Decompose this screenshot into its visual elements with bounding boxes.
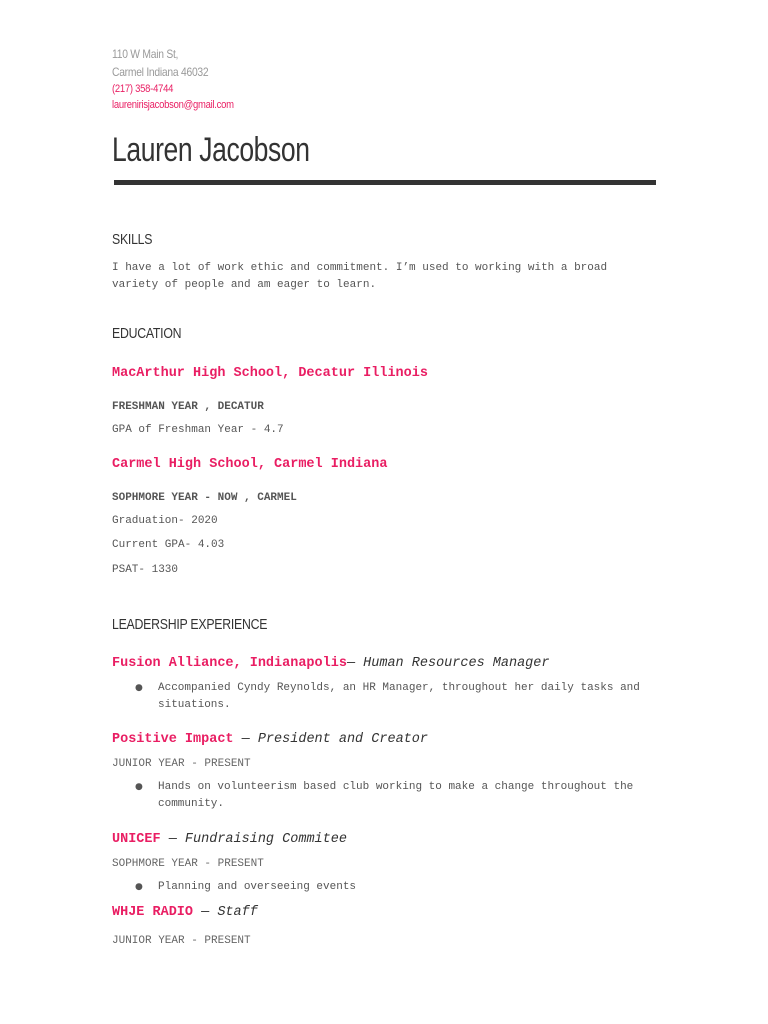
role-title: Fundraising Commitee [184, 832, 347, 847]
school-detail: Current GPA- 4.03 [112, 539, 225, 551]
leadership-period: SOPHMORE YEAR - PRESENT [112, 858, 264, 870]
leadership-item-title [112, 730, 428, 750]
list-item [135, 680, 655, 714]
education-heading: EDUCATION [112, 325, 182, 342]
school-detail: GPA of Freshman Year - 4.7 [112, 424, 284, 436]
resume-name: Lauren Jacobson [112, 131, 310, 169]
leadership-period: JUNIOR YEAR - PRESENT [112, 758, 251, 770]
leadership-item-title [112, 830, 347, 850]
school-detail: PSAT- 1330 [112, 564, 179, 576]
address-line-1: 110 W Main St, [112, 47, 179, 61]
list-item [135, 779, 655, 813]
bullet-text: Planning and overseeing events [158, 881, 357, 893]
list-item [135, 879, 655, 896]
email-link[interactable]: laurenirisjacobson@gmail.com [112, 99, 234, 111]
title-separator: — [346, 656, 364, 671]
role-title: President and Creator [257, 732, 428, 747]
role-title: Human Resources Manager [363, 656, 550, 671]
header-divider [114, 180, 656, 185]
bullet-text: Accompanied Cyndy Reynolds, an HR Manager, throughout her daily tasks and situations. [158, 682, 640, 711]
skills-heading: SKILLS [112, 231, 153, 248]
bullet-text: Hands on volunteerism based club working to make a change throughout the community. [158, 781, 634, 810]
org-name: Fusion Alliance, Indianapolis [112, 656, 347, 671]
title-separator: — [160, 832, 185, 847]
org-name: Positive Impact [112, 732, 234, 747]
phone-number[interactable]: (217) 358-4744 [112, 83, 174, 95]
skills-text: I have a lot of work ethic and commitment. I’m used to working with a broad variety of people and am eager to learn. [112, 262, 608, 291]
title-separator: — [233, 732, 258, 747]
leadership-period: JUNIOR YEAR - PRESENT [112, 935, 251, 947]
school-name: Carmel High School, Carmel Indiana [112, 457, 388, 472]
org-name: WHJE RADIO [112, 905, 194, 920]
school-name: MacArthur High School, Decatur Illinois [112, 366, 428, 381]
bullet-icon: ● [135, 882, 143, 892]
org-name: UNICEF [112, 832, 161, 847]
title-separator: — [193, 905, 218, 920]
role-title: Staff [217, 905, 258, 920]
school-period: FRESHMAN YEAR , DECATUR [112, 401, 264, 413]
bullet-icon: ● [135, 683, 143, 693]
leadership-item-title [112, 654, 550, 674]
leadership-heading: LEADERSHIP EXPERIENCE [112, 616, 268, 633]
address-line-2: Carmel Indiana 46032 [112, 65, 209, 79]
leadership-item-title [112, 903, 258, 923]
school-period: SOPHMORE YEAR - NOW , CARMEL [112, 492, 297, 504]
school-detail: Graduation- 2020 [112, 515, 218, 527]
bullet-icon: ● [135, 782, 143, 792]
